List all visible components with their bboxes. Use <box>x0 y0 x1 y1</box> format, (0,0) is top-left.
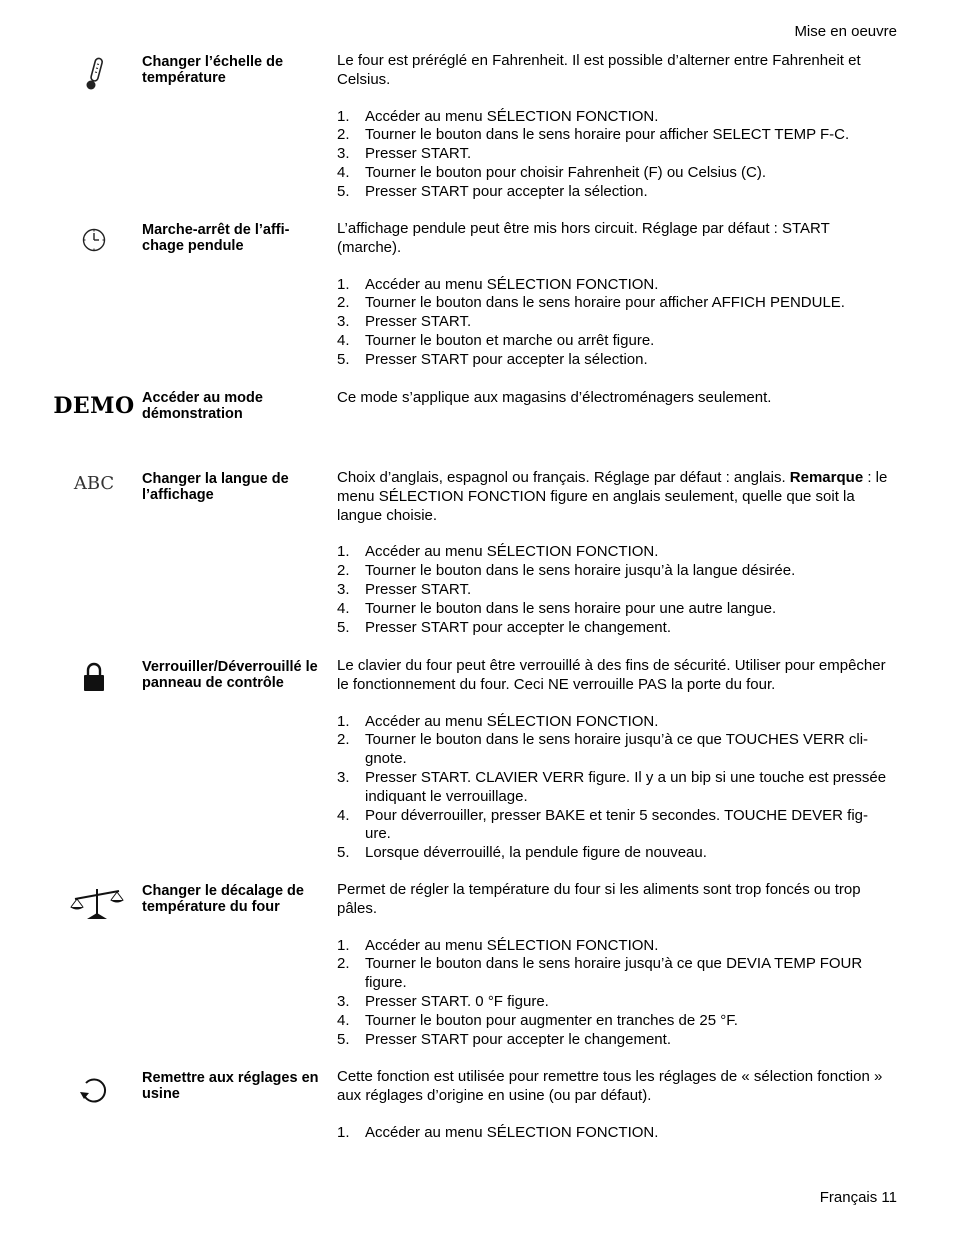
list-item: 4. Pour déverrouiller, presser BAKE et tenir 5 secondes. TOUCHE DEVER fig- ure. <box>337 806 868 843</box>
section-body <box>337 389 897 408</box>
steps-list <box>337 937 897 1050</box>
section-title: Marche-arrêt de l’affi- chage pendule <box>142 222 290 254</box>
demo-icon: DEMO <box>53 393 135 419</box>
list-item: 5. Lorsque déverrouillé, la pendule figure de nouveau. <box>337 844 707 862</box>
page-header: Mise en oeuvre <box>794 23 897 40</box>
steps-list <box>337 543 897 637</box>
section-body <box>337 657 897 863</box>
section-body <box>337 1068 897 1142</box>
steps-list <box>337 713 897 863</box>
list-item: 4. Tourner le bouton pour augmenter en tranches de 25 °F. <box>337 1011 738 1029</box>
list-item: 4. Tourner le bouton pour choisir Fahrenheit (F) ou Celsius (C). <box>337 163 767 181</box>
thermometer-icon <box>64 54 124 94</box>
balance-scale-icon <box>62 883 132 923</box>
list-item: 3. Presser START. 0 °F figure. <box>337 992 549 1010</box>
list-item: 5. Presser START pour accepter le changement. <box>337 618 671 636</box>
clock-icon <box>64 220 124 260</box>
list-item: 3. Presser START. <box>337 145 472 163</box>
list-item: 1. Accéder au menu SÉLECTION FONCTION. <box>337 275 659 293</box>
steps-list <box>337 1124 897 1143</box>
list-item: 1. Accéder au menu SÉLECTION FONCTION. <box>337 936 659 954</box>
list-item: 2. Tourner le bouton dans le sens horaire jusqu’à ce que DEVIA TEMP FOUR figure. <box>337 955 863 992</box>
section-intro: Permet de régler la température du four si les aliments sont trop foncés ou trop pâles. <box>337 881 861 917</box>
section-intro: Le four est préréglé en Fahrenheit. Il est possible d’alterner entre Fahrenheit et Celsius. <box>337 52 861 88</box>
section-intro: Cette fonction est utilisée pour remettre tous les réglages de « sélection fonction » aux réglages d’origine en usine (ou par défaut). <box>337 1068 883 1104</box>
reset-arrow-icon <box>64 1070 124 1110</box>
section-body <box>337 220 897 370</box>
section-intro: Choix d’anglais, espagnol ou français. Réglage par défaut : anglais. Remarque : le menu SÉLECTION FONCTION figure en anglais seulement, quelle que soit la langue choisie. <box>337 469 888 524</box>
list-item: 2. Tourner le bouton dans le sens horaire pour afficher SELECT TEMP F-C. <box>337 126 850 144</box>
steps-list <box>337 108 897 202</box>
section-intro: Ce mode s’applique aux magasins d’électroménagers seulement. <box>337 389 772 406</box>
list-item: 5. Presser START pour accepter la sélection. <box>337 350 648 368</box>
list-item: 3. Presser START. <box>337 580 472 598</box>
section-title: Changer le décalage de température du four <box>142 883 304 915</box>
list-item: 3. Presser START. CLAVIER VERR figure. Il y a un bip si une touche est pressée indiquant le verrouillage. <box>337 768 887 805</box>
section-title: Accéder au mode démonstration <box>142 390 263 422</box>
lock-icon <box>64 657 124 697</box>
list-item: 4. Tourner le bouton et marche ou arrêt figure. <box>337 331 655 349</box>
page-footer: Français 11 <box>819 1189 897 1206</box>
list-item: 1. Accéder au menu SÉLECTION FONCTION. <box>337 107 659 125</box>
list-item: 4. Tourner le bouton dans le sens horaire pour une autre langue. <box>337 599 777 617</box>
section-body <box>337 469 897 637</box>
list-item: 1. Accéder au menu SÉLECTION FONCTION. <box>337 543 659 561</box>
list-item: 5. Presser START pour accepter la sélection. <box>337 182 648 200</box>
list-item: 2. Tourner le bouton dans le sens horaire jusqu’à ce que TOUCHES VERR cli- gnote. <box>337 731 869 768</box>
remark-label: Remarque <box>789 469 864 486</box>
list-item: 2. Tourner le bouton dans le sens horaire pour afficher AFFICH PENDULE. <box>337 294 845 312</box>
steps-list <box>337 276 897 370</box>
section-title: Remettre aux réglages en usine <box>142 1070 319 1102</box>
list-item: 2. Tourner le bouton dans le sens horaire jusqu’à la langue désirée. <box>337 562 796 580</box>
abc-icon: ABC <box>73 472 115 494</box>
list-item: 3. Presser START. <box>337 313 472 331</box>
list-item: 5. Presser START pour accepter le changement. <box>337 1030 671 1048</box>
section-intro: L’affichage pendule peut être mis hors circuit. Réglage par défaut : START (marche). <box>337 220 830 256</box>
section-body <box>337 52 897 202</box>
list-item: 1. Accéder au menu SÉLECTION FONCTION. <box>337 1123 659 1141</box>
list-item: 1. Accéder au menu SÉLECTION FONCTION. <box>337 712 659 730</box>
section-title: Verrouiller/Déverrouillé le panneau de contrôle <box>142 659 318 691</box>
section-body <box>337 881 897 1049</box>
section-title: Changer la langue de l’affichage <box>142 471 289 503</box>
section-title: Changer l’échelle de température <box>142 54 284 86</box>
section-intro: Le clavier du four peut être verrouillé à des fins de sécurité. Utiliser pour empêcher le fonctionnement du four. Ceci NE verrouille PAS la porte du four. <box>337 657 886 693</box>
